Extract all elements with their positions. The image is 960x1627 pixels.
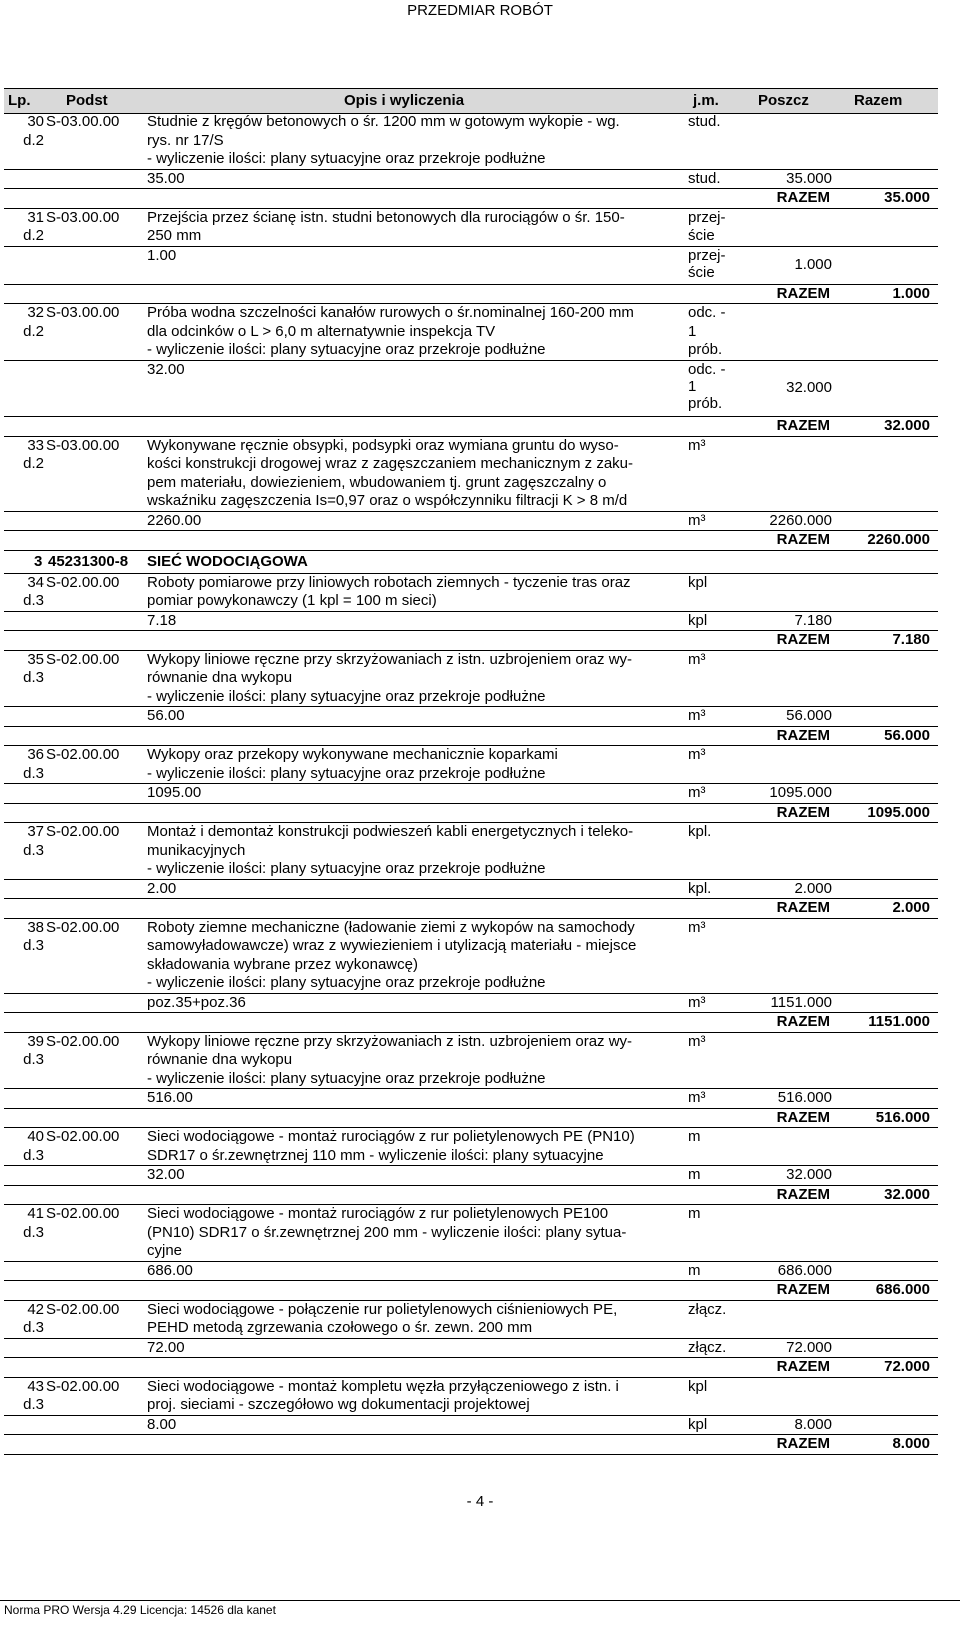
- description-line: pomiar powykonawczy (1 kpl = 100 m sieci): [147, 592, 437, 609]
- total-value: 32.000: [884, 1185, 930, 1203]
- item-unit: [688, 919, 740, 938]
- item-description: [147, 304, 684, 360]
- item-unit: [688, 113, 740, 132]
- calc-expression: 1.00: [147, 246, 177, 264]
- calc-unit: [688, 1089, 706, 1106]
- total-label: RAZEM: [776, 189, 830, 206]
- total-label: RAZEM: [776, 417, 830, 434]
- description-line: samowyładowawcze) wraz z wywiezieniem i utylizacją materiału - miejsce: [147, 937, 637, 954]
- calc-unit-line: odc. -: [688, 360, 726, 378]
- calc-expression: 2260.00: [147, 511, 202, 529]
- calc-unit: [688, 1166, 701, 1183]
- description-line: Sieci wodociągowe - montaż kompletu węzła przyłączeniowego z istn. i: [147, 1377, 619, 1395]
- unit-line: m³: [688, 1032, 706, 1050]
- description-line: równanie dna wykopu: [147, 669, 293, 686]
- calc-unit-line: m³: [688, 993, 706, 1011]
- item-division: d.3: [23, 1223, 44, 1241]
- col-poszcz: Poszcz: [758, 92, 809, 109]
- unit-line: kpl.: [688, 823, 712, 840]
- item-unit: [688, 746, 740, 765]
- calc-unit-line: ście: [688, 263, 715, 281]
- description-line: Próba wodna szczelności kanałów rurowych o śr.nominalnej 160-200 mm: [147, 304, 634, 321]
- total-row: [4, 1435, 938, 1455]
- total-row: [4, 631, 938, 651]
- calc-row: [4, 784, 938, 804]
- unit-line: przej-: [688, 208, 726, 226]
- calc-unit-line: m³: [688, 511, 706, 529]
- description-line: - wyliczenie ilości: plany sytuacyjne oraz przekroje podłużne: [147, 1069, 546, 1087]
- calc-unit: [688, 170, 721, 187]
- total-label: RAZEM: [776, 1108, 830, 1126]
- item-lp: [6, 113, 44, 150]
- item-row: [4, 1033, 938, 1090]
- item-description: [147, 574, 684, 611]
- description-line: - wyliczenie ilości: plany sytuacyjne oraz przekroje podłużne: [147, 687, 546, 705]
- item-number: 40: [27, 1128, 44, 1145]
- calc-expression: 35.00: [147, 169, 185, 187]
- item-lp: [6, 437, 44, 474]
- item-row: [4, 1128, 938, 1166]
- total-row: [4, 531, 938, 551]
- calc-unit-line: 1: [688, 377, 697, 395]
- item-description: [147, 651, 684, 707]
- item-code: S-02.00.00: [46, 573, 120, 591]
- calc-unit-line: m: [688, 1166, 701, 1183]
- item-row: [4, 1378, 938, 1416]
- total-value: 35.000: [884, 189, 930, 206]
- calc-row: [4, 612, 938, 632]
- calc-unit: [688, 784, 706, 801]
- item-row: [4, 1205, 938, 1262]
- item-unit: [688, 209, 740, 246]
- item-division: d.3: [23, 1396, 44, 1413]
- calc-row: [4, 1089, 938, 1109]
- item-row: [4, 574, 938, 612]
- description-line: Montaż i demontaż konstrukcji podwieszeń kabli energetycznych i teleko-: [147, 823, 634, 840]
- total-label: RAZEM: [776, 284, 830, 302]
- total-row: [4, 1109, 938, 1129]
- item-code: S-02.00.00: [46, 1205, 120, 1222]
- total-row: [4, 285, 938, 305]
- unit-line: kpl: [688, 573, 708, 591]
- total-value: 516.000: [875, 1108, 930, 1126]
- section-name: SIEĆ WODOCIĄGOWA: [147, 552, 308, 570]
- item-row: [4, 437, 938, 512]
- item-unit: [688, 304, 740, 360]
- item-unit: [688, 1301, 740, 1320]
- item-code: S-03.00.00: [46, 113, 120, 130]
- description-line: dla odcinków o L > 6,0 m alternatywnie inspekcja TV: [147, 322, 496, 340]
- item-row: [4, 209, 938, 247]
- item-number: 37: [27, 823, 44, 840]
- calc-row: [4, 1262, 938, 1282]
- unit-line: kpl: [688, 1377, 708, 1395]
- unit-line: m³: [688, 436, 706, 454]
- total-row: [4, 1358, 938, 1378]
- item-row: [4, 651, 938, 708]
- total-row: [4, 804, 938, 824]
- item-lp: [6, 304, 44, 341]
- item-number: 36: [27, 746, 44, 763]
- description-line: Sieci wodociągowe - montaż rurociągów z rur polietylenowych PE100: [147, 1205, 609, 1222]
- item-number: 31: [27, 208, 44, 226]
- unit-line: ście: [688, 227, 715, 244]
- section-code: 45231300-8: [48, 552, 129, 570]
- calc-row: [4, 1339, 938, 1359]
- description-line: składowania wybrane przez wykonawcę): [147, 955, 418, 973]
- item-unit: [688, 1033, 740, 1052]
- col-lp: Lp.: [8, 92, 31, 109]
- item-row: [4, 1301, 938, 1339]
- calc-unit-line: stud.: [688, 169, 721, 187]
- total-value: 56.000: [884, 726, 930, 744]
- page-title: PRZEDMIAR ROBÓT: [407, 2, 553, 19]
- item-description: [147, 1205, 684, 1261]
- calc-row: [4, 880, 938, 900]
- footer-divider: [0, 1600, 960, 1601]
- item-description: [147, 437, 684, 511]
- calc-unit: [688, 1262, 701, 1279]
- calc-unit-line: m: [688, 1261, 701, 1279]
- item-division: d.2: [23, 322, 44, 340]
- item-unit: [688, 437, 740, 456]
- total-value: 2.000: [892, 899, 930, 916]
- item-unit: [688, 574, 740, 593]
- item-description: [147, 209, 684, 246]
- calc-row: [4, 512, 938, 532]
- item-row: [4, 746, 938, 784]
- item-division: d.3: [23, 1319, 44, 1336]
- description-line: kości konstrukcji drogowej wraz z zagęszczaniem mechanicznym z zaku-: [147, 455, 634, 472]
- description-line: - wyliczenie ilości: plany sytuacyjne oraz przekroje podłużne: [147, 764, 546, 782]
- item-number: 43: [27, 1377, 44, 1395]
- calc-expression: 56.00: [147, 707, 185, 724]
- total-row: [4, 1281, 938, 1301]
- unit-line: stud.: [688, 113, 721, 130]
- item-division: d.3: [23, 1051, 44, 1068]
- calc-unit: [688, 880, 711, 897]
- section-number: 3: [34, 552, 43, 570]
- item-unit: [688, 1378, 740, 1397]
- item-unit: [688, 823, 740, 842]
- description-line: Wykopy liniowe ręczne przy skrzyżowaniach z istn. uzbrojeniem oraz wy-: [147, 650, 633, 668]
- calc-unit: [688, 707, 706, 724]
- item-division: d.3: [23, 841, 44, 859]
- total-row: [4, 417, 938, 437]
- total-label: RAZEM: [776, 899, 830, 916]
- unit-line: m³: [688, 650, 706, 668]
- calc-unit: [688, 612, 707, 629]
- description-line: - wyliczenie ilości: plany sytuacyjne oraz przekroje podłużne: [147, 860, 546, 877]
- item-code: S-02.00.00: [46, 1128, 120, 1145]
- description-line: SDR17 o śr.zewnętrznej 110 mm - wyliczenie ilości: plany sytuacyjne: [147, 1146, 604, 1164]
- item-lp: [6, 1128, 44, 1165]
- item-code: S-02.00.00: [46, 746, 120, 763]
- unit-line: złącz.: [688, 1300, 727, 1318]
- license-text: Norma PRO Wersja 4.29 Licencja: 14526 dla kanet: [4, 1603, 276, 1617]
- description-line: proj. sieciami - szczegółowo wg dokumentacji projektowej: [147, 1396, 530, 1413]
- item-number: 35: [27, 650, 44, 668]
- total-label: RAZEM: [776, 531, 830, 548]
- item-row: [4, 304, 938, 361]
- calc-value: 516.000: [777, 1089, 832, 1106]
- calc-expression: 8.00: [147, 1415, 177, 1433]
- description-line: cyjne: [147, 1242, 183, 1259]
- col-razem: Razem: [854, 92, 903, 109]
- total-label: RAZEM: [776, 631, 830, 648]
- col-opis: Opis i wyliczenia: [344, 92, 465, 109]
- item-lp: [6, 209, 44, 246]
- unit-line: m: [688, 1205, 701, 1222]
- description-line: wskaźniku zagęszczenia Is=0,97 oraz o współczynniku filtracji K > 8 m/d: [147, 492, 628, 509]
- total-label: RAZEM: [776, 1435, 830, 1452]
- calc-row: [4, 1416, 938, 1436]
- item-lp: [6, 823, 44, 860]
- item-division: d.3: [23, 1146, 44, 1164]
- calc-expression: 7.18: [147, 611, 177, 629]
- calc-expression: poz.35+poz.36: [147, 993, 246, 1011]
- calc-unit: [688, 361, 726, 412]
- calc-unit: [688, 512, 706, 529]
- page-number: - 4 -: [466, 1493, 494, 1510]
- calc-unit-line: złącz.: [688, 1338, 727, 1356]
- item-code: S-02.00.00: [46, 650, 120, 668]
- item-lp: [6, 651, 44, 688]
- description-line: równanie dna wykopu: [147, 1051, 293, 1068]
- total-value: 72.000: [884, 1358, 930, 1375]
- section-row: [4, 551, 938, 574]
- unit-line: m: [688, 1128, 701, 1145]
- unit-line: m³: [688, 746, 706, 763]
- item-row: [4, 113, 938, 170]
- item-unit: [688, 651, 740, 670]
- calc-unit: [688, 247, 726, 281]
- total-label: RAZEM: [776, 803, 830, 821]
- item-lp: [6, 574, 44, 611]
- item-description: [147, 1378, 684, 1415]
- calc-value: 2260.000: [769, 511, 832, 529]
- item-unit: [688, 1128, 740, 1147]
- calc-expression: 516.00: [147, 1089, 193, 1106]
- item-lp: [6, 919, 44, 956]
- calc-unit-line: kpl.: [688, 879, 712, 897]
- description-line: - wyliczenie ilości: plany sytuacyjne oraz przekroje podłużne: [147, 150, 546, 167]
- total-label: RAZEM: [776, 1185, 830, 1203]
- calc-value: 686.000: [777, 1261, 832, 1279]
- total-row: [4, 189, 938, 209]
- total-row: [4, 727, 938, 747]
- total-value: 8.000: [892, 1435, 930, 1452]
- calc-value: 32.000: [786, 379, 832, 396]
- item-division: d.3: [23, 592, 44, 609]
- calc-unit-line: kpl: [688, 1415, 708, 1433]
- total-label: RAZEM: [776, 726, 830, 744]
- calc-expression: 1095.00: [147, 784, 202, 801]
- item-code: S-02.00.00: [46, 1300, 120, 1318]
- item-number: 42: [27, 1300, 44, 1318]
- calc-unit-line: m³: [688, 1089, 706, 1106]
- description-line: pem materiału, dowiezieniem, wbudowaniem tj. grunt zagęszczalny o: [147, 473, 607, 491]
- calc-expression: 32.00: [147, 1166, 185, 1183]
- calc-row: [4, 707, 938, 727]
- item-description: [147, 1301, 684, 1338]
- calc-unit-line: prób.: [688, 394, 723, 412]
- description-line: Sieci wodociągowe - połączenie rur polietylenowych ciśnieniowych PE,: [147, 1300, 618, 1318]
- description-line: Przejścia przez ścianę istn. studni betonowych dla rurociągów o śr. 150-: [147, 208, 625, 226]
- calc-row: [4, 361, 938, 418]
- item-description: [147, 823, 684, 879]
- calc-value: 56.000: [786, 707, 832, 724]
- description-line: Wykopy oraz przekopy wykonywane mechanicznie koparkami: [147, 746, 558, 763]
- total-label: RAZEM: [776, 1013, 830, 1030]
- calc-expression: 2.00: [147, 879, 177, 897]
- unit-line: m³: [688, 918, 706, 936]
- calc-value: 72.000: [786, 1338, 832, 1356]
- item-lp: [6, 1033, 44, 1070]
- description-line: - wyliczenie ilości: plany sytuacyjne oraz przekroje podłużne: [147, 341, 546, 358]
- item-description: [147, 1033, 684, 1089]
- description-line: munikacyjnych: [147, 841, 246, 859]
- item-division: d.3: [23, 937, 44, 954]
- calc-unit-line: m³: [688, 707, 706, 724]
- calc-value: 2.000: [794, 879, 832, 897]
- item-code: S-02.00.00: [46, 918, 120, 936]
- item-code: S-03.00.00: [46, 436, 120, 454]
- calc-value: 35.000: [786, 169, 832, 187]
- calc-row: [4, 994, 938, 1014]
- description-line: (PN10) SDR17 o śr.zewnętrznej 200 mm - wyliczenie ilości: plany sytua-: [147, 1223, 627, 1241]
- total-value: 32.000: [884, 417, 930, 434]
- item-number: 38: [27, 918, 44, 936]
- calc-value: 8.000: [794, 1415, 832, 1433]
- item-unit: [688, 1205, 740, 1224]
- col-jm: j.m.: [693, 92, 719, 109]
- calc-unit-line: m³: [688, 784, 706, 801]
- item-division: d.3: [23, 764, 44, 782]
- calc-unit: [688, 994, 706, 1011]
- description-line: Wykonywane ręcznie obsypki, podsypki oraz wymiana gruntu do wyso-: [147, 436, 619, 454]
- description-line: Sieci wodociągowe - montaż rurociągów z rur polietylenowych PE (PN10): [147, 1128, 635, 1145]
- description-line: Roboty ziemne mechaniczne (ładowanie ziemi z wykopów na samochody: [147, 918, 635, 936]
- total-row: [4, 1013, 938, 1033]
- item-row: [4, 919, 938, 994]
- calc-unit: [688, 1416, 707, 1433]
- col-podst: Podst: [66, 92, 108, 109]
- description-line: Roboty pomiarowe przy liniowych robotach ziemnych - tyczenie tras oraz: [147, 573, 631, 591]
- item-number: 34: [27, 573, 44, 591]
- item-description: [147, 919, 684, 993]
- calc-row: [4, 247, 938, 285]
- unit-line: odc. -: [688, 304, 726, 321]
- unit-line: prób.: [688, 341, 723, 358]
- description-line: Wykopy liniowe ręczne przy skrzyżowaniach z istn. uzbrojeniem oraz wy-: [147, 1032, 633, 1050]
- total-value: 1151.000: [868, 1013, 930, 1030]
- total-row: [4, 1186, 938, 1206]
- item-number: 30: [27, 113, 44, 130]
- item-lp: [6, 1378, 44, 1415]
- calc-value: 7.180: [794, 611, 832, 629]
- calc-expression: 32.00: [147, 360, 185, 378]
- item-row: [4, 823, 938, 880]
- item-division: d.2: [23, 455, 44, 472]
- description-line: rys. nr 17/S: [147, 131, 224, 149]
- item-lp: [6, 746, 44, 783]
- item-description: [147, 1128, 684, 1165]
- item-division: d.2: [23, 131, 44, 149]
- calc-value: 1151.000: [770, 993, 832, 1011]
- total-row: [4, 899, 938, 919]
- item-code: S-03.00.00: [46, 304, 120, 321]
- total-value: 1.000: [892, 284, 930, 302]
- calc-expression: 72.00: [147, 1338, 185, 1356]
- unit-line: 1: [688, 322, 697, 340]
- calc-row: [4, 1166, 938, 1186]
- table-body: [4, 113, 938, 1455]
- item-number: 41: [27, 1205, 44, 1222]
- total-label: RAZEM: [776, 1281, 830, 1298]
- total-value: 7.180: [892, 631, 930, 648]
- table-header: [4, 88, 938, 114]
- calc-expression: 686.00: [147, 1261, 193, 1279]
- item-lp: [6, 1205, 44, 1242]
- total-value: 2260.000: [867, 531, 930, 548]
- calc-unit-line: przej-: [688, 246, 726, 264]
- calc-value: 1095.000: [769, 784, 832, 801]
- item-division: d.2: [23, 227, 44, 244]
- item-division: d.3: [23, 669, 44, 686]
- total-value: 686.000: [875, 1281, 930, 1298]
- total-label: RAZEM: [776, 1358, 830, 1375]
- description-line: Studnie z kręgów betonowych o śr. 1200 mm w gotowym wykopie - wg.: [147, 113, 620, 130]
- item-code: S-03.00.00: [46, 208, 120, 226]
- description-line: - wyliczenie ilości: plany sytuacyjne oraz przekroje podłużne: [147, 974, 546, 991]
- description-line: PEHD metodą zgrzewania czołowego o śr. zewn. 200 mm: [147, 1319, 533, 1336]
- total-value: 1095.000: [867, 803, 930, 821]
- item-number: 33: [27, 436, 44, 454]
- item-code: S-02.00.00: [46, 1032, 120, 1050]
- item-description: [147, 746, 684, 783]
- description-line: 250 mm: [147, 227, 202, 244]
- item-lp: [6, 1301, 44, 1338]
- item-number: 32: [27, 304, 44, 321]
- item-code: S-02.00.00: [46, 1377, 120, 1395]
- calc-value: 32.000: [786, 1166, 832, 1183]
- calc-unit: [688, 1339, 726, 1356]
- item-description: [147, 113, 684, 169]
- calc-value: 1.000: [794, 255, 832, 273]
- calc-row: [4, 170, 938, 190]
- calc-unit-line: kpl: [688, 611, 708, 629]
- item-code: S-02.00.00: [46, 823, 120, 840]
- item-number: 39: [27, 1032, 44, 1050]
